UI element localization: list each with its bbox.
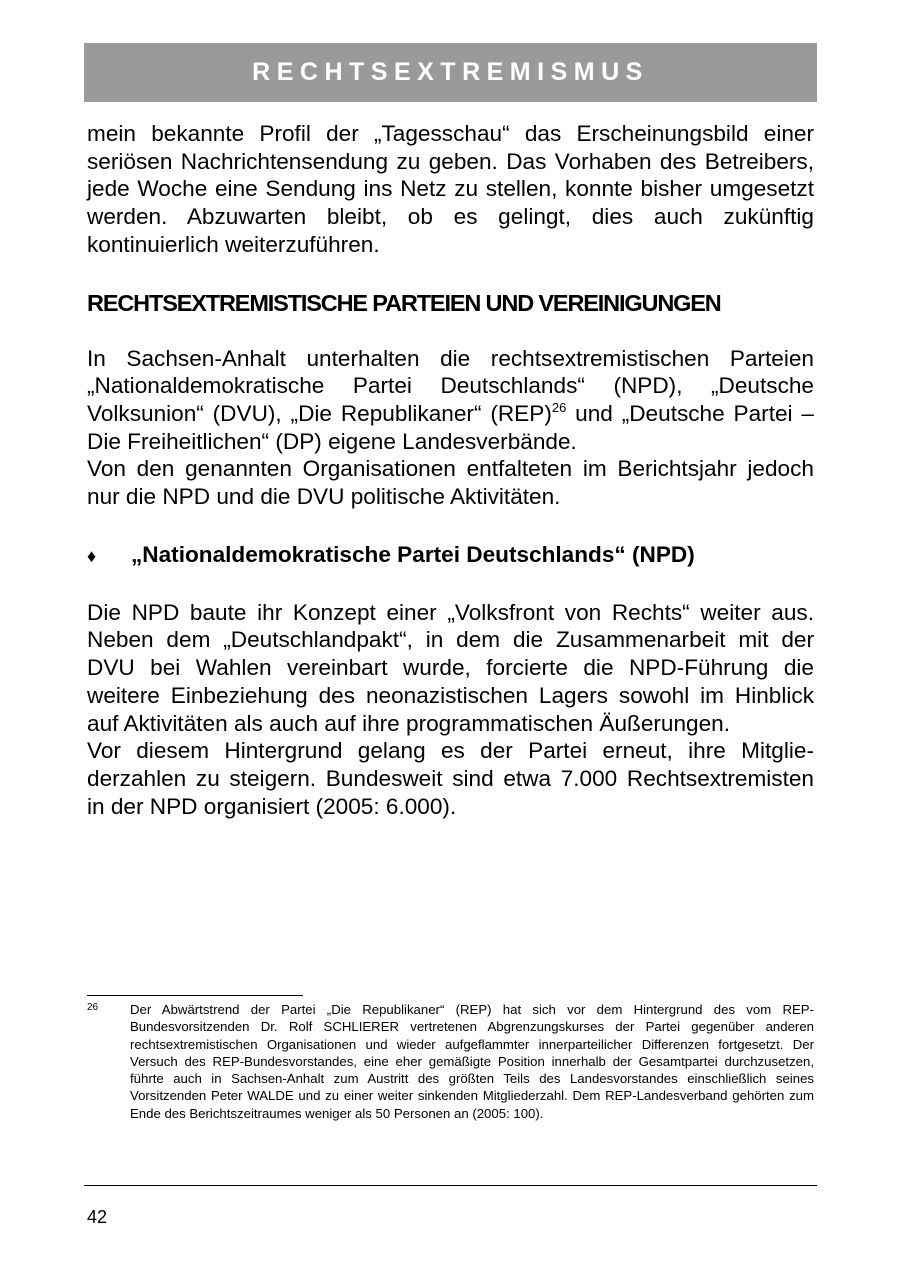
subsection-heading bbox=[87, 540, 814, 571]
section-heading: RECHTSEXTREMISTISCHE PARTEIEN UND VEREINIGUNGEN bbox=[87, 289, 721, 316]
subsection-paragraph-1: Die NPD baute ihr Konzept einer „Volksfront von Rechts“ weiter aus. Neben dem „Deutschlandpakt“, in dem die Zusammenarbeit mit der DVU bei Wahlen vereinbart wurde, forcierte die NPD-Führung die weitere Einbeziehung des neonazistischen Lagers sowohl im Hinblick auf Aktivitäten als auch auf ihre programmatischen Äußerungen. bbox=[87, 599, 814, 736]
section-paragraph-1-text-continued: und „Deutsche Partei – Die Freiheitlichen“ (DP) eigene Landesverbände. bbox=[87, 400, 814, 454]
running-header-title: RECHTSEXTREMISMUS bbox=[252, 58, 649, 86]
footnote-separator bbox=[87, 995, 303, 996]
footnote-reference: 26 bbox=[551, 399, 567, 415]
subsection-heading-text: „Nationaldemokratische Partei Deutschlands“ (NPD) bbox=[131, 541, 695, 567]
footnote-text: Der Abwärtstrend der Partei „Die Republikaner“ (REP) hat sich vor dem Hintergrund des vom REP-Bundesvorsitzenden Dr. Rolf SCHLIERER vertretenen Abgrenzungskurses der Partei gegenüber anderen rechtsextremistischen Organisationen und wieder aufgeflammter innerparteilicher Differenzen fortgesetzt. Der Versuch des REP-Bundesvorstandes, eine eher gemäßigte Position innerhalb der Gesamtpartei durchzusetzen, führte auch in Sachsen-Anhalt zum Austritt des größten Teils des Landesvorstandes einschließlich seines Vorsitzenden Peter WALDE und zu einer weiter sinkenden Mitgliederzahl. Dem REP-Landesverband gehörten zum Ende des Berichtszeitraumes weniger als 50 Personen an (2005: 100). bbox=[130, 1002, 814, 1121]
diamond-bullet-icon: ♦ bbox=[87, 545, 97, 566]
running-header bbox=[84, 43, 817, 102]
intro-paragraph: mein bekannte Profil der „Tagesschau“ das Erscheinungsbild einer seriösen Nachrichtensendung zu geben. Das Vorhaben des Betreibers, jede Woche eine Sendung ins Netz zu stellen, konnte bisher umgesetzt werden. Abzuwarten bleibt, ob es gelingt, dies auch zukünftig kontinuierlich weiterzuführen. bbox=[87, 121, 814, 257]
section-paragraph-1 bbox=[87, 345, 814, 456]
page-number: 42 bbox=[87, 1207, 108, 1227]
footnote-number: 26 bbox=[87, 1002, 99, 1013]
main-content bbox=[87, 120, 814, 820]
footnote bbox=[87, 1001, 814, 1122]
section-paragraph-2: Von den genannten Organisationen entfalteten im Berichtsjahr jedoch nur die NPD und die DVU politische Aktivitäten. bbox=[87, 456, 814, 510]
subsection-paragraph-2: Vor diesem Hintergrund gelang es der Partei erneut, ihre Mitgliederzahlen zu steigern. Bundesweit sind etwa 7.000 Rechtsextremisten in der NPD organisiert (2005: 6.000). bbox=[87, 738, 814, 819]
section-paragraph-1-text: In Sachsen-Anhalt unterhalten die rechtsextremistischen Parteien „Nationaldemokratische Partei Deutschlands“ (NPD), „Deutsche Volksunion“ (DVU), „Die Republikaner“ (REP) bbox=[87, 345, 814, 426]
footer-divider bbox=[84, 1185, 817, 1186]
